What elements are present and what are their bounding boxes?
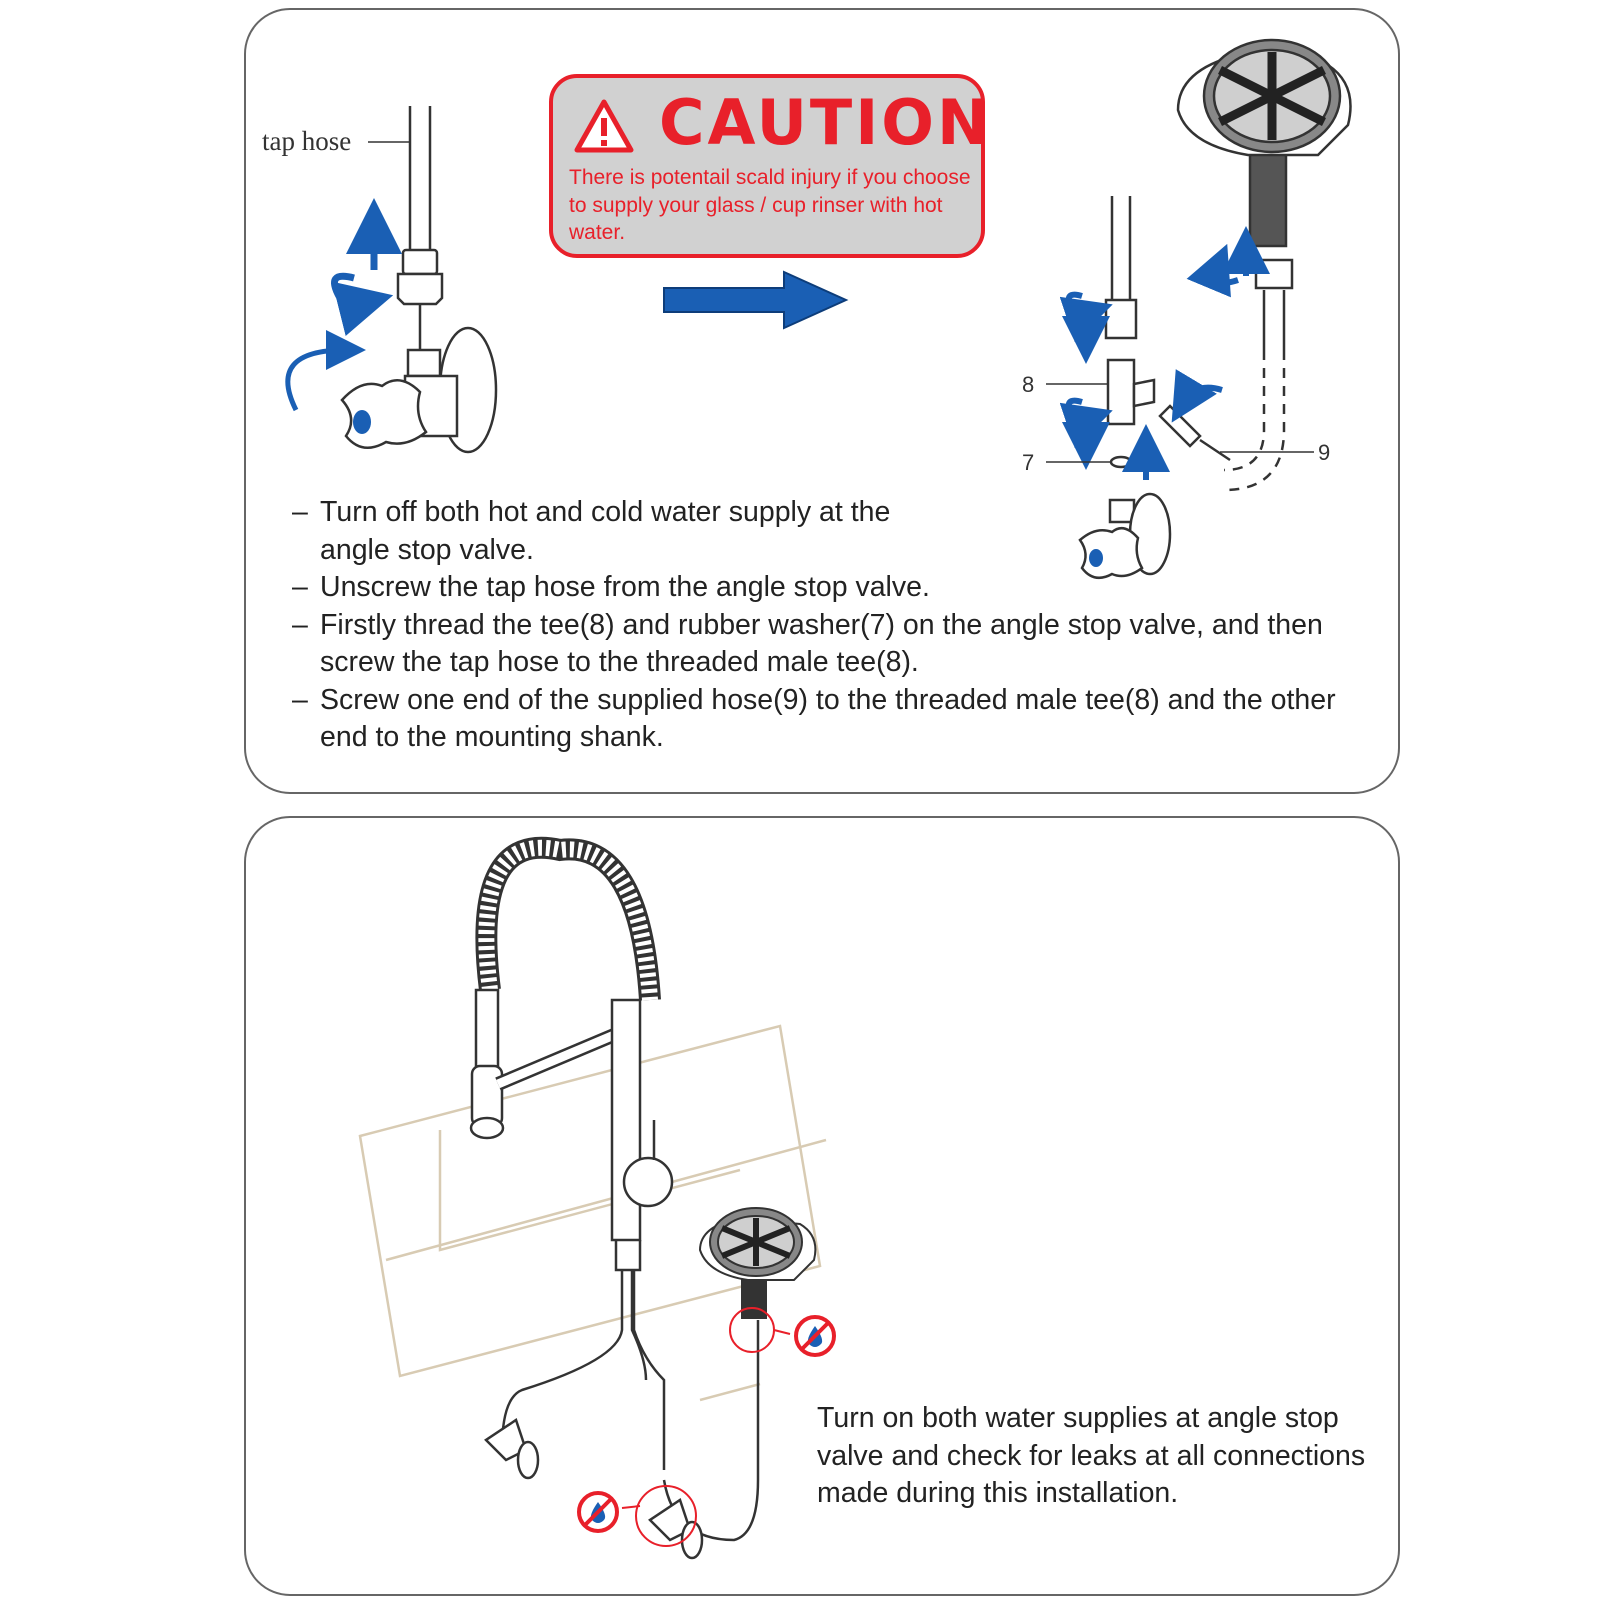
step-item: – Unscrew the tap hose from the angle stop valve. xyxy=(292,571,930,603)
rotate-arrow-icon xyxy=(1069,250,1246,480)
final-note: Turn on both water supplies at angle stop valve and check for leaks at all connections made during this installation. xyxy=(817,1402,1366,1509)
washer-number-label: 7 xyxy=(1022,450,1035,475)
tee-number-label: 8 xyxy=(1022,372,1035,397)
step-item: – Screw one end of the supplied hose(9) to the threaded male tee(8) and the other end to the mounting shank. xyxy=(292,683,1336,753)
no-leak-icon xyxy=(579,1317,834,1531)
step-item: – Turn off both hot and cold water supply at the angle stop valve. xyxy=(292,496,891,566)
glass-rinser-installed-icon xyxy=(700,1208,815,1318)
caution-box xyxy=(549,74,992,258)
unscrew-arrow-icon xyxy=(288,226,374,410)
next-step-arrow-icon xyxy=(664,272,846,328)
warning-triangle-icon xyxy=(573,98,635,154)
hose-number-label: 9 xyxy=(1318,440,1331,465)
pull-down-faucet xyxy=(471,848,758,1558)
glass-rinser-icon xyxy=(1178,40,1351,246)
tap-hose-label: tap hose xyxy=(262,126,352,156)
step-item: – Firstly thread the tee(8) and rubber washer(7) on the angle stop valve, and then screw the tap hose to the threaded male tee(8). xyxy=(292,608,1323,678)
leak-check-markers xyxy=(622,1308,790,1546)
installation-steps xyxy=(292,494,1350,757)
angle-stop-valve-left xyxy=(342,106,496,452)
caution-title: CAUTION xyxy=(659,86,992,159)
caution-text: There is potentail scald injury if you choose to supply your glass / cup rinser with hot water. xyxy=(569,166,971,244)
